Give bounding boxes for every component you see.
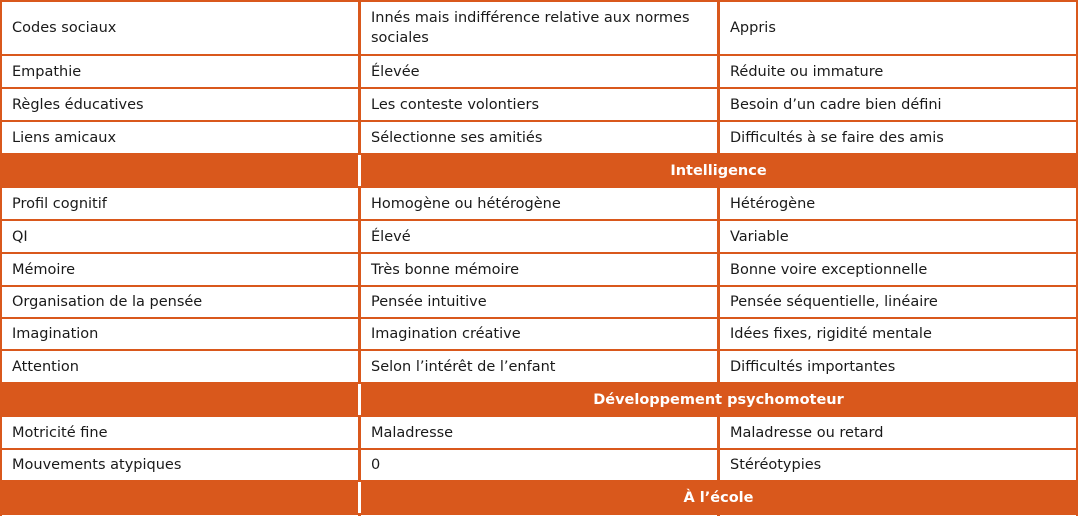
table-cell-col3: Hétérogène [720, 188, 1076, 219]
table-cell-criterion: Attention [2, 351, 358, 382]
table-row [0, 349, 1078, 382]
table-row [0, 219, 1078, 252]
table-cell-col2: Élevée [361, 56, 717, 87]
table-cell-col2: Homogène ou hétérogène [361, 188, 717, 219]
section-header-blank [2, 482, 358, 513]
table-row [0, 186, 1078, 219]
table-cell-col3: Variable [720, 221, 1076, 252]
table-cell-col2: Maladresse [361, 417, 717, 448]
section-header-row [0, 382, 1078, 415]
table-cell-criterion: Motricité fine [2, 417, 358, 448]
table-row [0, 415, 1078, 448]
table-cell-col3: Maladresse ou retard [720, 417, 1076, 448]
table-cell-col2: Pensée intuitive [361, 287, 717, 317]
table-cell-col3: Difficultés à se faire des amis [720, 122, 1076, 153]
table-cell-col3: Stéréotypies [720, 450, 1076, 480]
table-row [0, 317, 1078, 349]
table-cell-criterion: QI [2, 221, 358, 252]
table-cell-col2: Selon l’intérêt de l’enfant [361, 351, 717, 382]
section-header-blank [2, 384, 358, 415]
table-cell-col3: Bonne voire exceptionnelle [720, 254, 1076, 285]
table-row [0, 448, 1078, 480]
section-header-row [0, 153, 1078, 186]
table-cell-criterion: Profil cognitif [2, 188, 358, 219]
table-row [0, 0, 1078, 54]
table-cell-col3: Idées fixes, rigidité mentale [720, 319, 1076, 349]
table-cell-col2: Très bonne mémoire [361, 254, 717, 285]
table-row [0, 120, 1078, 153]
table-row [0, 87, 1078, 120]
section-header-psychomotor: Développement psychomoteur [361, 384, 1076, 415]
table-cell-criterion: Règles éducatives [2, 89, 358, 120]
table-cell-criterion: Mouvements atypiques [2, 450, 358, 480]
table-cell-criterion: Organisation de la pensée [2, 287, 358, 317]
table-cell-criterion: Liens amicaux [2, 122, 358, 153]
section-header-school: À l’école [361, 482, 1076, 513]
table-cell-col3: Difficultés importantes [720, 351, 1076, 382]
table-cell-col2: Innés mais indifférence relative aux normes sociales [361, 2, 717, 54]
table-cell-col3: Appris [720, 2, 1076, 54]
table-cell-col2: Élevé [361, 221, 717, 252]
table-cell-col3: Réduite ou immature [720, 56, 1076, 87]
table-cell-criterion: Empathie [2, 56, 358, 87]
table-cell-col2: Sélectionne ses amitiés [361, 122, 717, 153]
table-cell-col3: Besoin d’un cadre bien défini [720, 89, 1076, 120]
section-header-intelligence: Intelligence [361, 155, 1076, 186]
table-row [0, 54, 1078, 87]
table-cell-criterion: Codes sociaux [2, 2, 358, 54]
table-cell-col2: 0 [361, 450, 717, 480]
table-cell-criterion: Imagination [2, 319, 358, 349]
table-row [0, 252, 1078, 285]
section-header-row [0, 480, 1078, 513]
table-cell-criterion: Mémoire [2, 254, 358, 285]
section-header-blank [2, 155, 358, 186]
table-cell-col2: Les conteste volontiers [361, 89, 717, 120]
table-cell-col3: Pensée séquentielle, linéaire [720, 287, 1076, 317]
table-cell-col2: Imagination créative [361, 319, 717, 349]
table-row [0, 285, 1078, 317]
